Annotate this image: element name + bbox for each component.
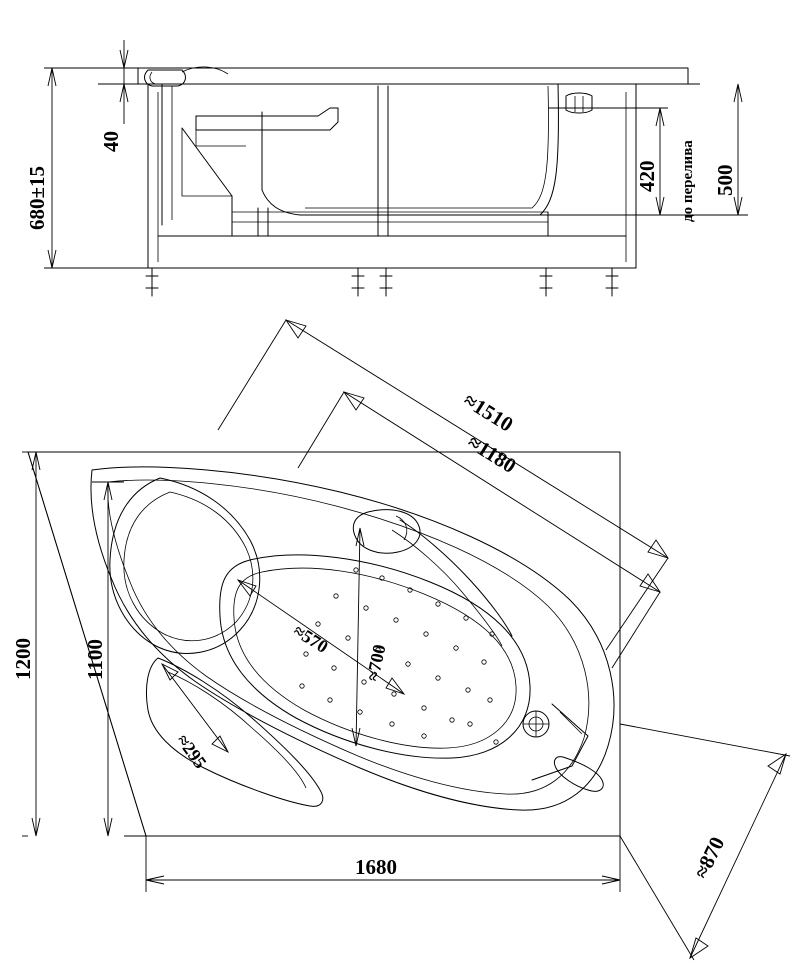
dim-diag-side: ≈870	[688, 832, 730, 883]
dim-length-overall: 1680	[355, 855, 397, 879]
dim-diag-inner: ≈1180	[463, 429, 521, 478]
side-view-dimensions	[25, 40, 748, 268]
drain-fitting	[523, 711, 549, 737]
side-view	[138, 67, 688, 296]
support-legs	[146, 268, 618, 296]
dim-depth-overflow: 420	[635, 160, 659, 192]
dim-width-overall: 1200	[11, 638, 35, 680]
dim-diag-outer: ≈1510	[459, 387, 518, 437]
dim-depth-total: 500	[713, 164, 737, 196]
dim-height-total: 680±15	[25, 165, 49, 230]
jet-nozzles	[300, 568, 498, 744]
dim-seat-width: ≈295	[172, 730, 211, 773]
dim-width-inner: 1100	[83, 639, 107, 680]
dim-rim-thickness: 40	[99, 131, 123, 152]
dim-bowl-length: ≈700	[362, 642, 390, 683]
top-view-dimensions	[11, 320, 790, 960]
dim-bowl-width: ≈570	[289, 620, 332, 657]
note-overflow: до перелива	[680, 140, 696, 222]
